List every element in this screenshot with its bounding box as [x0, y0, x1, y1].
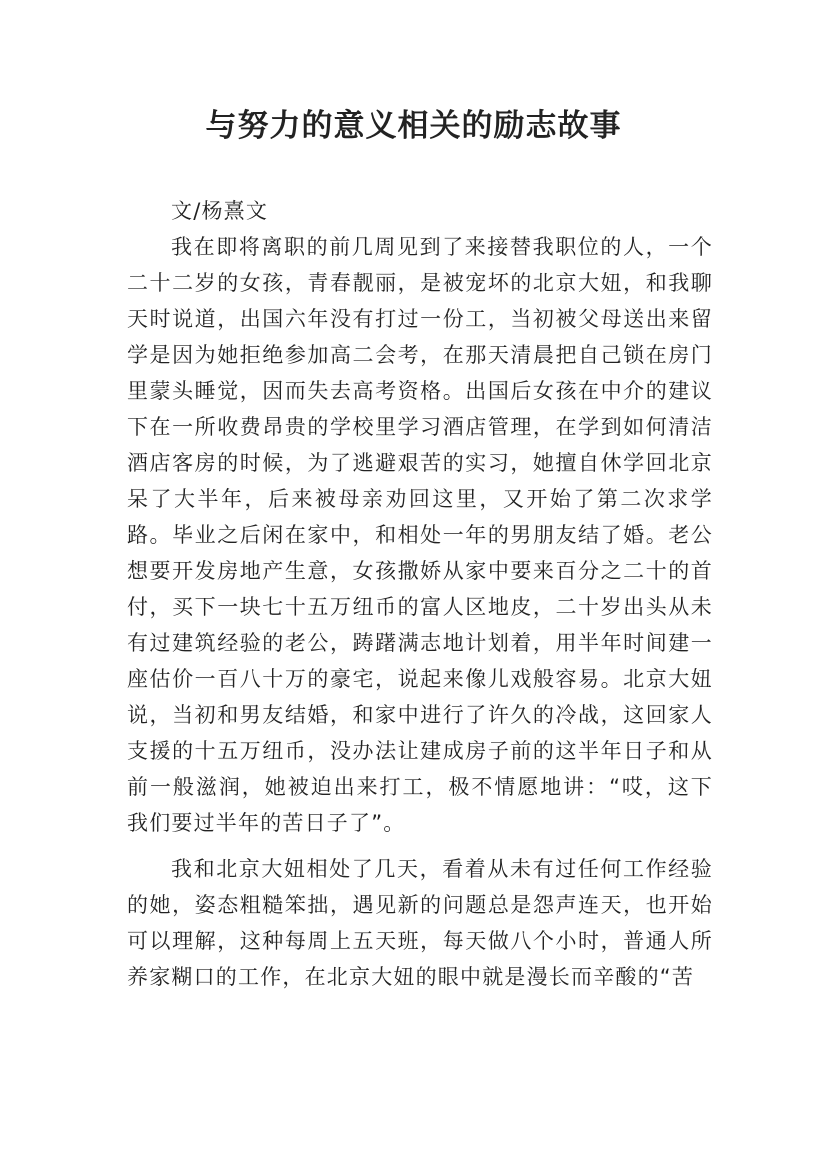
author-line: 文/杨熹文: [171, 199, 269, 223]
document-body: [127, 193, 713, 995]
paragraph: 我在即将离职的前几周见到了来接替我职位的人，一个二十二岁的女孩，青春靓丽，是被宠坏的北京大妞，和我聊天时说道，出国六年没有打过一份工，当初被父母送出来留学是因为她拒绝参加高二会考，在那天清晨把自己锁在房门里蒙头睡觉，因而失去高考资格。出国后女孩在中介的建议下在一所收费昂贵的学校里学习酒店管理，在学到如何清洁酒店客房的时候，为了逃避艰苦的实习，她擅自休学回北京呆了大半年，后来被母亲劝回这里，又开始了第二次求学路。毕业之后闲在家中，和相处一年的男朋友结了婚。老公想要开发房地产生意，女孩撒娇从家中要来百分之二十的首付，买下一块七十五万纽币的富人区地皮，二十岁出头从未有过建筑经验的老公，踌躇满志地计划着，用半年时间建一座估价一百八十万的豪宅，说起来像儿戏般容易。北京大妞说，当初和男友结婚，和家中进行了许久的冷战，这回家人支援的十五万纽币，没办法让建成房子前的这半年日子和从前一般滋润，她被迫出来打工，极不情愿地讲：“哎，这下我们要过半年的苦日子了”。: [127, 235, 713, 835]
paragraph: 我和北京大妞相处了几天，看着从未有过任何工作经验的她，姿态粗糙笨拙，遇见新的问题总是怨声连天，也开始可以理解，这种每周上五天班，每天做八个小时，普通人所养家糊口的工作，在北京大妞的眼中就是漫长而辛酸的“苦: [127, 857, 713, 989]
document-title: 与努力的意义相关的励志故事: [205, 108, 622, 144]
